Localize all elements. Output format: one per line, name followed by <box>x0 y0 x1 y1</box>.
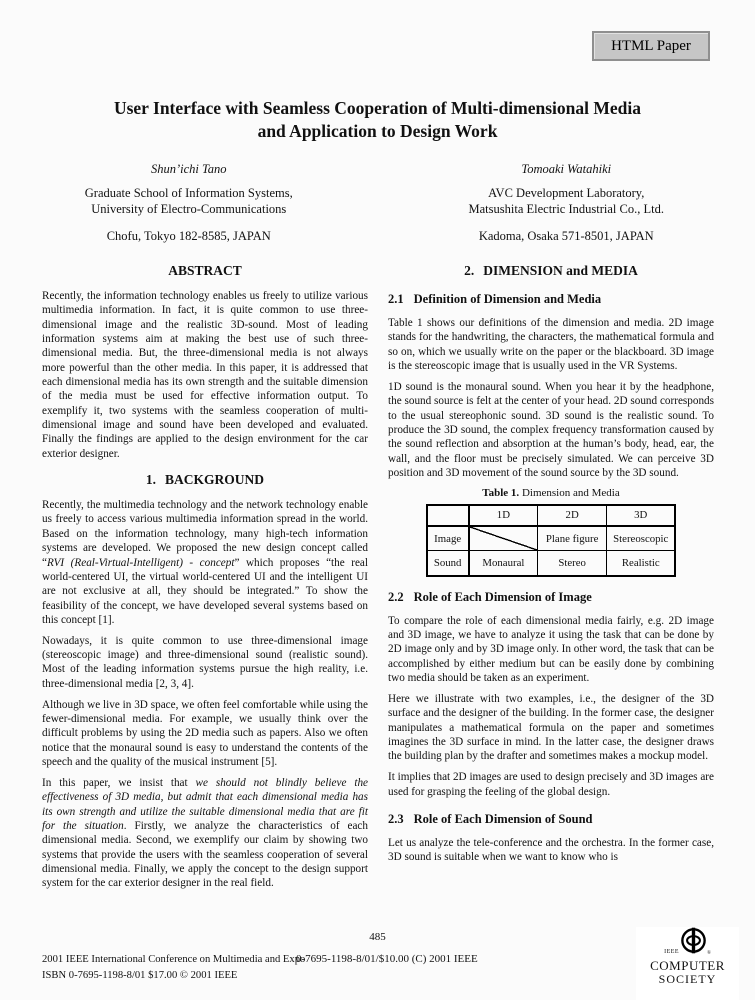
section-title: DIMENSION and MEDIA <box>483 263 638 278</box>
background-paragraph-3: Although we live in 3D space, we often feel comfortable while using the fewer-dimensional media. For example, we usually think over the difficult problems by using the 2D media such as papers. Also we often notice that the monaural sound is easy to understand the contents of the speech and the quality of the musical instrument [5]. <box>42 698 368 768</box>
table-cell-na-diagonal <box>469 526 538 551</box>
ieee-label: IEEE <box>664 949 680 955</box>
section-2-heading <box>388 263 714 279</box>
conference-line: 2001 IEEE International Conference on Multimedia and Expo <box>42 954 306 965</box>
author-address: Kadoma, Osaka 571-8501, JAPAN <box>478 229 654 243</box>
section-2-1-heading <box>388 292 714 307</box>
table-row-image <box>427 526 676 551</box>
table-row-label: Sound <box>427 551 469 576</box>
author-block-1 <box>0 162 378 244</box>
title-line-1: User Interface with Seamless Cooperation of Multi-dimensional Media <box>113 98 642 118</box>
background-paragraph-1 <box>42 498 368 627</box>
left-column <box>42 252 368 897</box>
affiliation-line-1: Graduate School of Information Systems, <box>84 186 293 200</box>
author-name: Tomoaki Watahiki <box>521 162 612 176</box>
affiliation-line-1: AVC Development Laboratory, <box>488 186 645 200</box>
table-row-sound <box>427 551 676 576</box>
table-cell: Monaural <box>469 551 538 576</box>
table-cell: Plane figure <box>538 526 607 551</box>
table-header-row <box>427 505 676 526</box>
logo-society-text: SOCIETY <box>658 972 717 986</box>
section-number: 1. <box>145 472 157 488</box>
italic-run: RVI (Real-Virtual-Intelligent) - concept <box>46 556 235 569</box>
subsection-number: 2.3 <box>388 811 404 826</box>
s21-paragraph-2: 1D sound is the monaural sound. When you hear it by the headphone, the sound source is felt at the center of your head. 2D sound corresponds to the usual stereophonic sound. 3D sound is the realistic sound. To produce the 3D sound, the complex frequency transformation caused by the sound reflection and absorption at the human’s body, head, ear, the wall, and the floor must be precisely simulated. We can perceive 3D position and 3D movement of the sound source by the 3D sound. <box>388 380 714 479</box>
author-affiliation <box>378 186 755 217</box>
author-block-2 <box>378 162 755 244</box>
table-caption-text: Dimension and Media <box>519 486 620 499</box>
isbn-line: ISBN 0-7695-1198-8/01 $17.00 © 2001 IEEE <box>42 969 238 981</box>
author-blocks <box>0 162 755 244</box>
section-1-heading <box>42 472 368 488</box>
dimension-media-table <box>426 504 677 577</box>
table-1-caption <box>388 487 714 499</box>
background-paragraph-2: Nowadays, it is quite common to use three-dimensional image (stereoscopic image) and three-dimensional sound (realistic sound). Most of the leading information systems pursue the high reality, i.e. three-dimensional media [2, 3, 4]. <box>42 634 368 690</box>
text-run: . Firstly, we analyze the characteristics of each dimensional media. Second, we exemplify our claim by showing two systems that provide the users with the seamless cooperation of several dimensional media. Finally, we apply the concept to the design support system for the car exterior designer in the real field. <box>42 819 368 890</box>
html-paper-button[interactable]: HTML Paper <box>592 31 710 61</box>
section-2-3-heading <box>388 812 714 827</box>
s21-paragraph-1: Table 1 shows our definitions of the dimension and media. 2D image stands for the handwriting, the characters, the mathematical formula and so on, which we usually write on the paper or the blackboard. 3D image is the stereoscopic image that is usually used in the VR Systems. <box>388 317 714 373</box>
subsection-title: Role of Each Dimension of Image <box>413 589 592 604</box>
registered-mark: ® <box>707 951 711 956</box>
table-col-header: 2D <box>538 505 607 526</box>
text-run: In this paper, we insist that <box>42 776 196 789</box>
subsection-number: 2.1 <box>388 292 404 306</box>
subsection-number: 2.2 <box>388 589 404 604</box>
subsection-title: Definition of Dimension and Media <box>413 292 602 306</box>
author-affiliation <box>0 186 378 217</box>
copyright-center: 0-7695-1198-8/01/$10.00 (C) 2001 IEEE <box>296 953 478 965</box>
paper-title <box>0 97 755 143</box>
table-cell: Stereo <box>538 551 607 576</box>
section-2-2-heading <box>388 590 714 605</box>
table-corner-cell <box>427 505 469 526</box>
italic-run: we should not blindly believe the effectiveness of 3D media, but admit that each dimensional media has its own strength and utilize the suitable dimensional media that are fit for the situation <box>42 776 368 832</box>
text-run: Recently, the multimedia technology and the network technology enable us freely to access various multimedia information spread in the world. Based on the information technology, many high-tech information systems are developed. We proposed the new design concept called “ <box>42 499 368 569</box>
table-caption-label: Table 1. <box>482 486 520 499</box>
table-row-label: Image <box>427 526 469 551</box>
text-run: ” which proposes “the real world-centered UI, the virtual world-centered UI and the intelligent UI are not exclusive at all, they should be integrated.” To show the feasibility of the concept, we have developed several systems based on this concept [1]. <box>42 556 368 626</box>
table-col-header: 3D <box>607 505 676 526</box>
affiliation-line-2: Matsushita Electric Industrial Co., Ltd. <box>468 201 664 216</box>
table-cell: Stereoscopic <box>607 526 676 551</box>
ieee-computer-society-logo <box>636 927 739 1000</box>
s23-paragraph-1: Let us analyze the tele-conference and the orchestra. In the former case, 3D sound is suitable when we want to know who is <box>388 836 714 864</box>
section-number: 2. <box>464 263 475 278</box>
abstract-heading: ABSTRACT <box>168 263 242 278</box>
author-address: Chofu, Tokyo 182-8585, JAPAN <box>106 229 271 243</box>
table-col-header: 1D <box>469 505 538 526</box>
section-title: BACKGROUND <box>165 472 265 488</box>
author-name: Shun’ichi Tano <box>150 162 227 176</box>
table-cell: Realistic <box>607 551 676 576</box>
subsection-title: Role of Each Dimension of Sound <box>413 811 593 826</box>
s22-paragraph-2: Here we illustrate with two examples, i.e., the designer of the 3D surface and the designer of the building. In the former case, the designer manipulates a mathematical formula on the paper and sometimes imagines the 3D surface in mind. In the latter case, the designer draws the building plan by the drafter and sometimes makes a mockup model. <box>388 693 714 763</box>
two-column-body <box>42 252 714 897</box>
right-column <box>388 252 714 897</box>
logo-emblem <box>664 929 711 959</box>
s22-paragraph-1: To compare the role of each dimensional media fairly, e.g. 2D image and 3D image, we have to analyze it using the task that can be done by 2D image only and by 3D image only. In other word, the task that can be accomplished by either medium but can be easily done by combining two media should be taken as an experiment. <box>388 614 714 685</box>
title-line-2: and Application to Design Work <box>257 121 498 141</box>
logo-computer-text: COMPUTER <box>650 958 725 973</box>
background-paragraph-4 <box>42 776 368 891</box>
s22-paragraph-3: It implies that 2D images are used to design precisely and 3D images are used for grasping the feeling of the global design. <box>388 771 714 798</box>
conference-footer <box>42 952 305 983</box>
affiliation-line-2: University of Electro-Communications <box>91 201 287 216</box>
page-number: 485 <box>369 931 386 943</box>
phi-emblem-icon <box>680 927 707 959</box>
abstract-paragraph: Recently, the information technology enables us freely to utilize various multimedia information. In fact, it is quite common to use three-dimensional image and the realistic 3D-sound. Most of leading information systems aim at making the best use of such three-dimensional media. But, the three-dimensional media is not always more powerful than the other media. In this paper, it is addressed that each dimensional media has its own strength and the suitable dimension of the media must be used for effective information output. To exemplify it, two systems with the seamless cooperation of multi-dimensional image and sound have been developed and evaluated. Finally the findings are applied to the design environment for the car exterior designer. <box>42 290 368 460</box>
